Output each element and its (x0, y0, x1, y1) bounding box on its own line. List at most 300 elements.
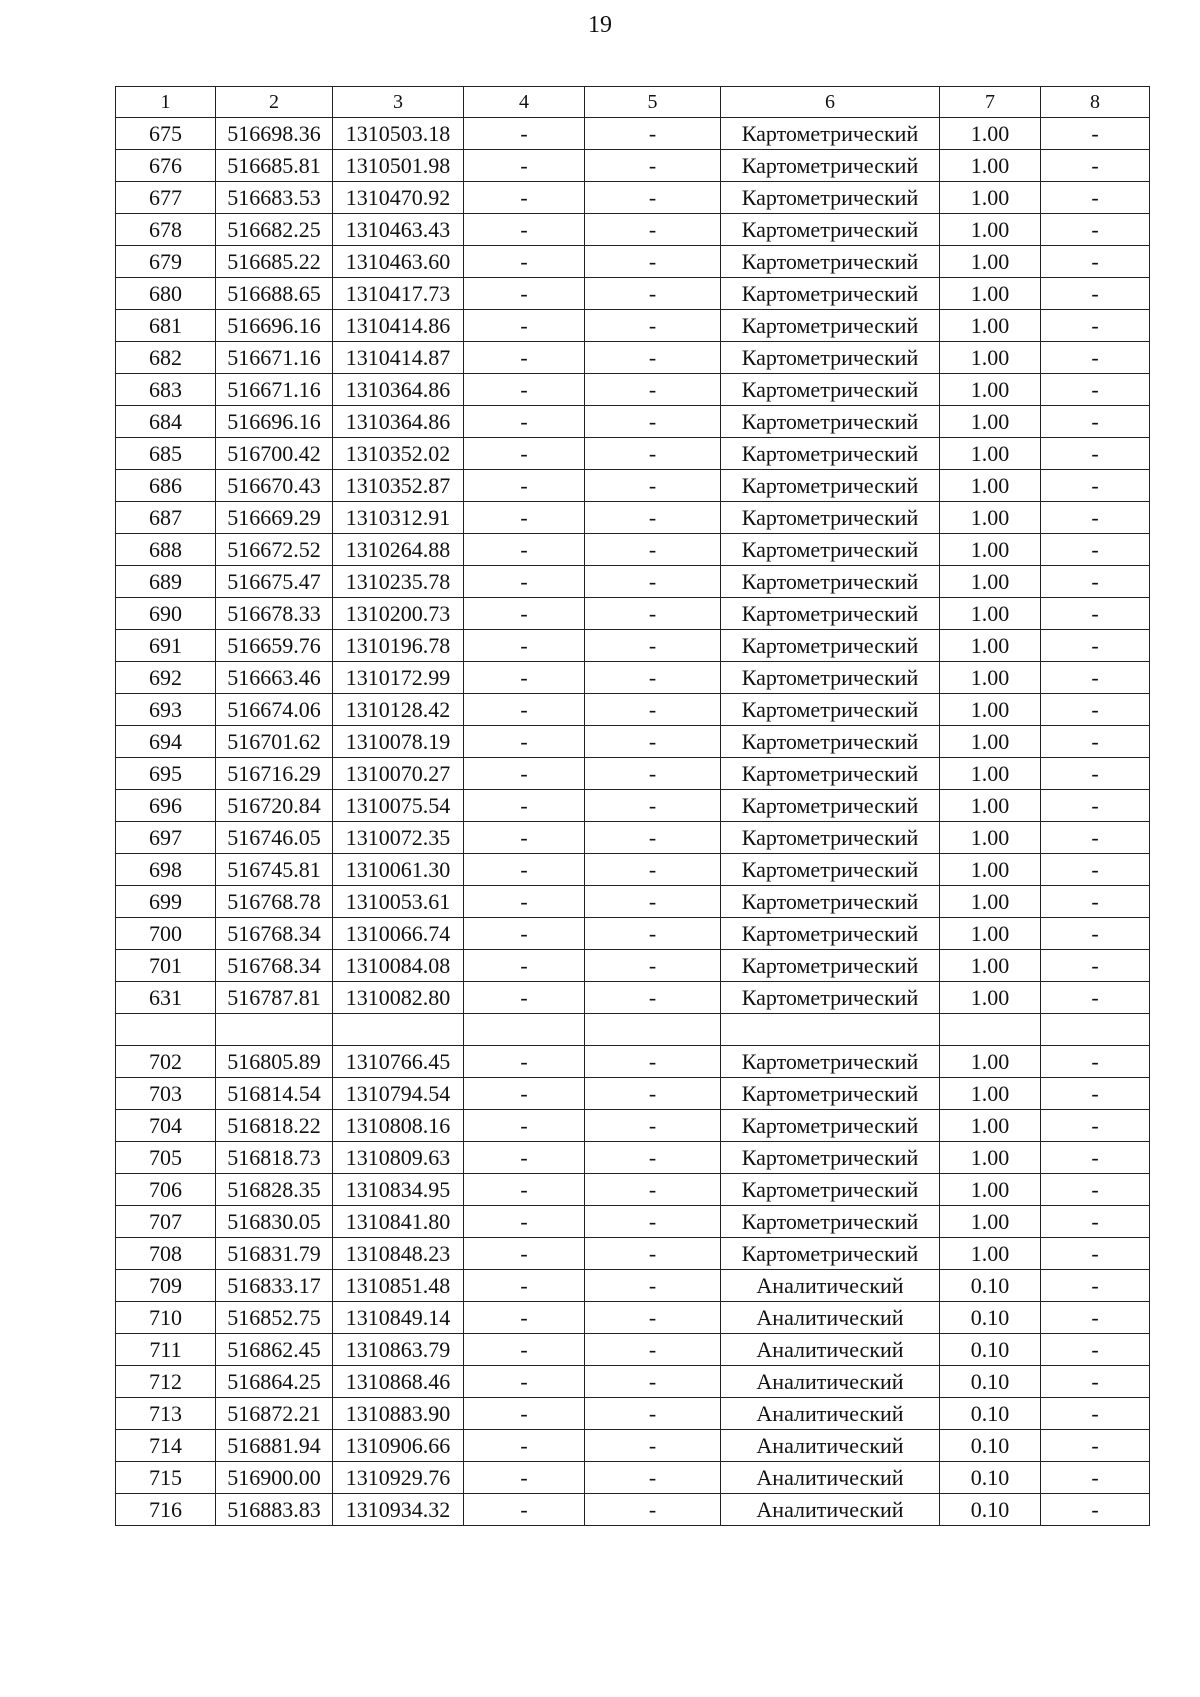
point-number-cell (116, 1014, 216, 1046)
method-cell: Картометрический (721, 1142, 940, 1174)
point-number-cell: 716 (116, 1494, 216, 1526)
accuracy-cell: 1.00 (940, 1078, 1041, 1110)
accuracy-cell: 1.00 (940, 1046, 1041, 1078)
y-coordinate-cell: 1310417.73 (333, 278, 464, 310)
column-4-cell: - (464, 982, 585, 1014)
column-4-cell: - (464, 1398, 585, 1430)
table-row (116, 1462, 1150, 1494)
point-number-cell: 711 (116, 1334, 216, 1366)
column-4-cell: - (464, 1366, 585, 1398)
y-coordinate-cell: 1310312.91 (333, 502, 464, 534)
accuracy-cell: 0.10 (940, 1494, 1041, 1526)
column-8-cell: - (1041, 1302, 1150, 1334)
column-5-cell: - (585, 598, 721, 630)
column-header: 4 (464, 87, 585, 118)
column-4-cell: - (464, 502, 585, 534)
column-8-cell: - (1041, 310, 1150, 342)
column-header: 6 (721, 87, 940, 118)
column-5-cell: - (585, 1206, 721, 1238)
column-5-cell: - (585, 1174, 721, 1206)
column-8-cell: - (1041, 118, 1150, 150)
column-8-cell: - (1041, 278, 1150, 310)
x-coordinate-cell: 516833.17 (216, 1270, 333, 1302)
column-4-cell: - (464, 726, 585, 758)
table-row (116, 598, 1150, 630)
column-5-cell: - (585, 1302, 721, 1334)
column-8-cell: - (1041, 470, 1150, 502)
accuracy-cell: 1.00 (940, 310, 1041, 342)
y-coordinate-cell: 1310463.43 (333, 214, 464, 246)
y-coordinate-cell: 1310082.80 (333, 982, 464, 1014)
column-4-cell: - (464, 1174, 585, 1206)
method-cell: Картометрический (721, 342, 940, 374)
point-number-cell: 702 (116, 1046, 216, 1078)
accuracy-cell: 1.00 (940, 662, 1041, 694)
x-coordinate-cell: 516696.16 (216, 310, 333, 342)
column-8-cell: - (1041, 726, 1150, 758)
y-coordinate-cell: 1310501.98 (333, 150, 464, 182)
accuracy-cell (940, 1014, 1041, 1046)
x-coordinate-cell: 516698.36 (216, 118, 333, 150)
column-4-cell: - (464, 1046, 585, 1078)
x-coordinate-cell: 516669.29 (216, 502, 333, 534)
y-coordinate-cell: 1310061.30 (333, 854, 464, 886)
column-5-cell: - (585, 374, 721, 406)
point-number-cell: 703 (116, 1078, 216, 1110)
accuracy-cell: 1.00 (940, 854, 1041, 886)
point-number-cell: 675 (116, 118, 216, 150)
x-coordinate-cell: 516828.35 (216, 1174, 333, 1206)
column-8-cell: - (1041, 438, 1150, 470)
column-8-cell: - (1041, 982, 1150, 1014)
column-5-cell: - (585, 950, 721, 982)
column-8-cell: - (1041, 1238, 1150, 1270)
column-5-cell: - (585, 1238, 721, 1270)
table-row (116, 502, 1150, 534)
table-row (116, 1110, 1150, 1142)
method-cell: Картометрический (721, 182, 940, 214)
y-coordinate-cell: 1310172.99 (333, 662, 464, 694)
column-5-cell: - (585, 1398, 721, 1430)
accuracy-cell: 1.00 (940, 822, 1041, 854)
column-8-cell: - (1041, 886, 1150, 918)
accuracy-cell: 1.00 (940, 886, 1041, 918)
x-coordinate-cell: 516768.34 (216, 950, 333, 982)
x-coordinate-cell: 516685.81 (216, 150, 333, 182)
column-4-cell: - (464, 374, 585, 406)
point-number-cell: 705 (116, 1142, 216, 1174)
column-header: 7 (940, 87, 1041, 118)
table-row (116, 982, 1150, 1014)
table-row (116, 342, 1150, 374)
x-coordinate-cell: 516675.47 (216, 566, 333, 598)
accuracy-cell: 1.00 (940, 982, 1041, 1014)
column-8-cell (1041, 1014, 1150, 1046)
point-number-cell: 688 (116, 534, 216, 566)
accuracy-cell: 1.00 (940, 630, 1041, 662)
column-5-cell: - (585, 214, 721, 246)
x-coordinate-cell: 516805.89 (216, 1046, 333, 1078)
method-cell: Картометрический (721, 534, 940, 566)
point-number-cell: 713 (116, 1398, 216, 1430)
method-cell: Картометрический (721, 758, 940, 790)
y-coordinate-cell: 1310072.35 (333, 822, 464, 854)
x-coordinate-cell: 516685.22 (216, 246, 333, 278)
column-4-cell: - (464, 950, 585, 982)
method-cell: Картометрический (721, 246, 940, 278)
accuracy-cell: 0.10 (940, 1270, 1041, 1302)
x-coordinate-cell: 516862.45 (216, 1334, 333, 1366)
accuracy-cell: 1.00 (940, 438, 1041, 470)
x-coordinate-cell: 516700.42 (216, 438, 333, 470)
method-cell: Картометрический (721, 278, 940, 310)
y-coordinate-cell: 1310235.78 (333, 566, 464, 598)
column-5-cell: - (585, 534, 721, 566)
accuracy-cell: 1.00 (940, 758, 1041, 790)
column-8-cell: - (1041, 1366, 1150, 1398)
column-5-cell: - (585, 630, 721, 662)
column-5-cell: - (585, 342, 721, 374)
x-coordinate-cell: 516720.84 (216, 790, 333, 822)
column-5-cell: - (585, 1046, 721, 1078)
table-row (116, 566, 1150, 598)
method-cell: Картометрический (721, 1046, 940, 1078)
x-coordinate-cell (216, 1014, 333, 1046)
x-coordinate-cell: 516659.76 (216, 630, 333, 662)
column-4-cell: - (464, 470, 585, 502)
method-cell: Картометрический (721, 950, 940, 982)
y-coordinate-cell: 1310078.19 (333, 726, 464, 758)
accuracy-cell: 1.00 (940, 1238, 1041, 1270)
column-8-cell: - (1041, 214, 1150, 246)
table-row (116, 150, 1150, 182)
table-row (116, 310, 1150, 342)
column-5-cell: - (585, 694, 721, 726)
column-4-cell: - (464, 1142, 585, 1174)
point-number-cell: 695 (116, 758, 216, 790)
accuracy-cell: 1.00 (940, 918, 1041, 950)
column-5-cell: - (585, 822, 721, 854)
column-4-cell: - (464, 182, 585, 214)
method-cell: Картометрический (721, 662, 940, 694)
method-cell: Картометрический (721, 118, 940, 150)
x-coordinate-cell: 516682.25 (216, 214, 333, 246)
method-cell: Картометрический (721, 822, 940, 854)
y-coordinate-cell: 1310766.45 (333, 1046, 464, 1078)
column-header: 5 (585, 87, 721, 118)
method-cell: Картометрический (721, 694, 940, 726)
method-cell: Картометрический (721, 566, 940, 598)
column-4-cell: - (464, 246, 585, 278)
method-cell (721, 1014, 940, 1046)
method-cell: Картометрический (721, 438, 940, 470)
column-8-cell: - (1041, 1142, 1150, 1174)
column-5-cell: - (585, 1462, 721, 1494)
method-cell: Аналитический (721, 1302, 940, 1334)
point-number-cell: 631 (116, 982, 216, 1014)
table-row (116, 1334, 1150, 1366)
point-number-cell: 686 (116, 470, 216, 502)
accuracy-cell: 1.00 (940, 1174, 1041, 1206)
y-coordinate-cell: 1310364.86 (333, 406, 464, 438)
column-5-cell: - (585, 1078, 721, 1110)
table-row (116, 758, 1150, 790)
point-number-cell: 678 (116, 214, 216, 246)
column-4-cell: - (464, 1206, 585, 1238)
column-4-cell: - (464, 694, 585, 726)
table-row (116, 1366, 1150, 1398)
column-5-cell: - (585, 278, 721, 310)
method-cell: Картометрический (721, 886, 940, 918)
y-coordinate-cell: 1310851.48 (333, 1270, 464, 1302)
column-8-cell: - (1041, 182, 1150, 214)
column-8-cell: - (1041, 854, 1150, 886)
column-header: 2 (216, 87, 333, 118)
y-coordinate-cell: 1310841.80 (333, 1206, 464, 1238)
accuracy-cell: 1.00 (940, 726, 1041, 758)
column-5-cell: - (585, 1110, 721, 1142)
column-header: 8 (1041, 87, 1150, 118)
column-5-cell: - (585, 438, 721, 470)
method-cell: Аналитический (721, 1398, 940, 1430)
column-8-cell: - (1041, 758, 1150, 790)
accuracy-cell: 1.00 (940, 214, 1041, 246)
table-row (116, 886, 1150, 918)
accuracy-cell: 1.00 (940, 790, 1041, 822)
point-number-cell: 715 (116, 1462, 216, 1494)
table-row (116, 1206, 1150, 1238)
x-coordinate-cell: 516864.25 (216, 1366, 333, 1398)
y-coordinate-cell: 1310863.79 (333, 1334, 464, 1366)
column-4-cell: - (464, 150, 585, 182)
column-8-cell: - (1041, 1110, 1150, 1142)
accuracy-cell: 1.00 (940, 150, 1041, 182)
column-5-cell: - (585, 1430, 721, 1462)
column-4-cell: - (464, 534, 585, 566)
accuracy-cell: 1.00 (940, 374, 1041, 406)
x-coordinate-cell: 516683.53 (216, 182, 333, 214)
column-4-cell: - (464, 1494, 585, 1526)
table-row (116, 1046, 1150, 1078)
column-5-cell (585, 1014, 721, 1046)
column-5-cell: - (585, 854, 721, 886)
column-5-cell: - (585, 1494, 721, 1526)
method-cell: Картометрический (721, 854, 940, 886)
x-coordinate-cell: 516831.79 (216, 1238, 333, 1270)
column-8-cell: - (1041, 598, 1150, 630)
accuracy-cell: 0.10 (940, 1366, 1041, 1398)
column-5-cell: - (585, 150, 721, 182)
accuracy-cell: 1.00 (940, 342, 1041, 374)
column-4-cell: - (464, 214, 585, 246)
column-8-cell: - (1041, 502, 1150, 534)
column-8-cell: - (1041, 1398, 1150, 1430)
point-number-cell: 710 (116, 1302, 216, 1334)
column-4-cell: - (464, 342, 585, 374)
column-4-cell: - (464, 566, 585, 598)
point-number-cell: 707 (116, 1206, 216, 1238)
x-coordinate-cell: 516818.73 (216, 1142, 333, 1174)
column-8-cell: - (1041, 1334, 1150, 1366)
column-4-cell: - (464, 1078, 585, 1110)
accuracy-cell: 1.00 (940, 694, 1041, 726)
point-number-cell: 681 (116, 310, 216, 342)
column-8-cell: - (1041, 566, 1150, 598)
y-coordinate-cell: 1310053.61 (333, 886, 464, 918)
table-row (116, 1142, 1150, 1174)
accuracy-cell: 1.00 (940, 598, 1041, 630)
table-row (116, 694, 1150, 726)
column-8-cell: - (1041, 1078, 1150, 1110)
method-cell: Картометрический (721, 406, 940, 438)
point-number-cell: 714 (116, 1430, 216, 1462)
table-row (116, 118, 1150, 150)
column-5-cell: - (585, 246, 721, 278)
x-coordinate-cell: 516671.16 (216, 342, 333, 374)
column-8-cell: - (1041, 822, 1150, 854)
y-coordinate-cell: 1310794.54 (333, 1078, 464, 1110)
table-row (116, 918, 1150, 950)
column-5-cell: - (585, 1142, 721, 1174)
x-coordinate-cell: 516814.54 (216, 1078, 333, 1110)
x-coordinate-cell: 516768.78 (216, 886, 333, 918)
y-coordinate-cell: 1310128.42 (333, 694, 464, 726)
x-coordinate-cell: 516670.43 (216, 470, 333, 502)
method-cell: Картометрический (721, 598, 940, 630)
table-row (116, 1078, 1150, 1110)
column-header: 3 (333, 87, 464, 118)
point-number-cell: 696 (116, 790, 216, 822)
x-coordinate-cell: 516746.05 (216, 822, 333, 854)
method-cell: Картометрический (721, 1174, 940, 1206)
point-number-cell: 677 (116, 182, 216, 214)
y-coordinate-cell: 1310463.60 (333, 246, 464, 278)
column-5-cell: - (585, 310, 721, 342)
column-8-cell: - (1041, 694, 1150, 726)
y-coordinate-cell: 1310352.02 (333, 438, 464, 470)
method-cell: Картометрический (721, 150, 940, 182)
table-row (116, 1270, 1150, 1302)
column-8-cell: - (1041, 950, 1150, 982)
y-coordinate-cell: 1310066.74 (333, 918, 464, 950)
column-5-cell: - (585, 726, 721, 758)
y-coordinate-cell: 1310070.27 (333, 758, 464, 790)
column-5-cell: - (585, 886, 721, 918)
table-row (116, 854, 1150, 886)
table-row (116, 790, 1150, 822)
column-4-cell: - (464, 854, 585, 886)
method-cell: Аналитический (721, 1270, 940, 1302)
table-row (116, 182, 1150, 214)
x-coordinate-cell: 516852.75 (216, 1302, 333, 1334)
column-4-cell: - (464, 278, 585, 310)
column-4-cell: - (464, 1462, 585, 1494)
x-coordinate-cell: 516696.16 (216, 406, 333, 438)
page-number: 19 (588, 12, 612, 38)
column-8-cell: - (1041, 1494, 1150, 1526)
table-row (116, 214, 1150, 246)
method-cell: Картометрический (721, 310, 940, 342)
table-row (116, 1398, 1150, 1430)
x-coordinate-cell: 516671.16 (216, 374, 333, 406)
point-number-cell: 691 (116, 630, 216, 662)
table-row (116, 726, 1150, 758)
table-row (116, 406, 1150, 438)
point-number-cell: 683 (116, 374, 216, 406)
method-cell: Картометрический (721, 726, 940, 758)
y-coordinate-cell: 1310414.87 (333, 342, 464, 374)
y-coordinate-cell: 1310075.54 (333, 790, 464, 822)
point-number-cell: 676 (116, 150, 216, 182)
column-4-cell: - (464, 822, 585, 854)
column-5-cell: - (585, 1270, 721, 1302)
y-coordinate-cell: 1310414.86 (333, 310, 464, 342)
column-4-cell: - (464, 886, 585, 918)
column-4-cell: - (464, 630, 585, 662)
table-row (116, 438, 1150, 470)
table-row (116, 630, 1150, 662)
table-row (116, 1238, 1150, 1270)
table-header-row (116, 87, 1150, 118)
y-coordinate-cell: 1310200.73 (333, 598, 464, 630)
column-4-cell: - (464, 1238, 585, 1270)
point-number-cell: 687 (116, 502, 216, 534)
column-4-cell: - (464, 662, 585, 694)
accuracy-cell: 1.00 (940, 502, 1041, 534)
column-4-cell: - (464, 310, 585, 342)
x-coordinate-cell: 516872.21 (216, 1398, 333, 1430)
y-coordinate-cell: 1310883.90 (333, 1398, 464, 1430)
point-number-cell: 699 (116, 886, 216, 918)
accuracy-cell: 1.00 (940, 1206, 1041, 1238)
method-cell: Картометрический (721, 374, 940, 406)
column-5-cell: - (585, 918, 721, 950)
column-8-cell: - (1041, 150, 1150, 182)
column-4-cell: - (464, 598, 585, 630)
column-8-cell: - (1041, 790, 1150, 822)
y-coordinate-cell: 1310503.18 (333, 118, 464, 150)
x-coordinate-cell: 516745.81 (216, 854, 333, 886)
accuracy-cell: 0.10 (940, 1334, 1041, 1366)
y-coordinate-cell: 1310834.95 (333, 1174, 464, 1206)
table-row (116, 822, 1150, 854)
x-coordinate-cell: 516881.94 (216, 1430, 333, 1462)
column-5-cell: - (585, 470, 721, 502)
table-row (116, 662, 1150, 694)
point-number-cell: 685 (116, 438, 216, 470)
method-cell: Аналитический (721, 1430, 940, 1462)
point-number-cell: 679 (116, 246, 216, 278)
table-row (116, 1494, 1150, 1526)
y-coordinate-cell: 1310084.08 (333, 950, 464, 982)
column-8-cell: - (1041, 918, 1150, 950)
table-row (116, 534, 1150, 566)
column-8-cell: - (1041, 630, 1150, 662)
accuracy-cell: 0.10 (940, 1302, 1041, 1334)
point-number-cell: 700 (116, 918, 216, 950)
method-cell: Аналитический (721, 1494, 940, 1526)
column-8-cell: - (1041, 662, 1150, 694)
column-8-cell: - (1041, 1430, 1150, 1462)
x-coordinate-cell: 516672.52 (216, 534, 333, 566)
column-5-cell: - (585, 566, 721, 598)
point-number-cell: 698 (116, 854, 216, 886)
point-number-cell: 712 (116, 1366, 216, 1398)
column-4-cell: - (464, 1110, 585, 1142)
column-8-cell: - (1041, 1174, 1150, 1206)
method-cell: Аналитический (721, 1462, 940, 1494)
point-number-cell: 709 (116, 1270, 216, 1302)
